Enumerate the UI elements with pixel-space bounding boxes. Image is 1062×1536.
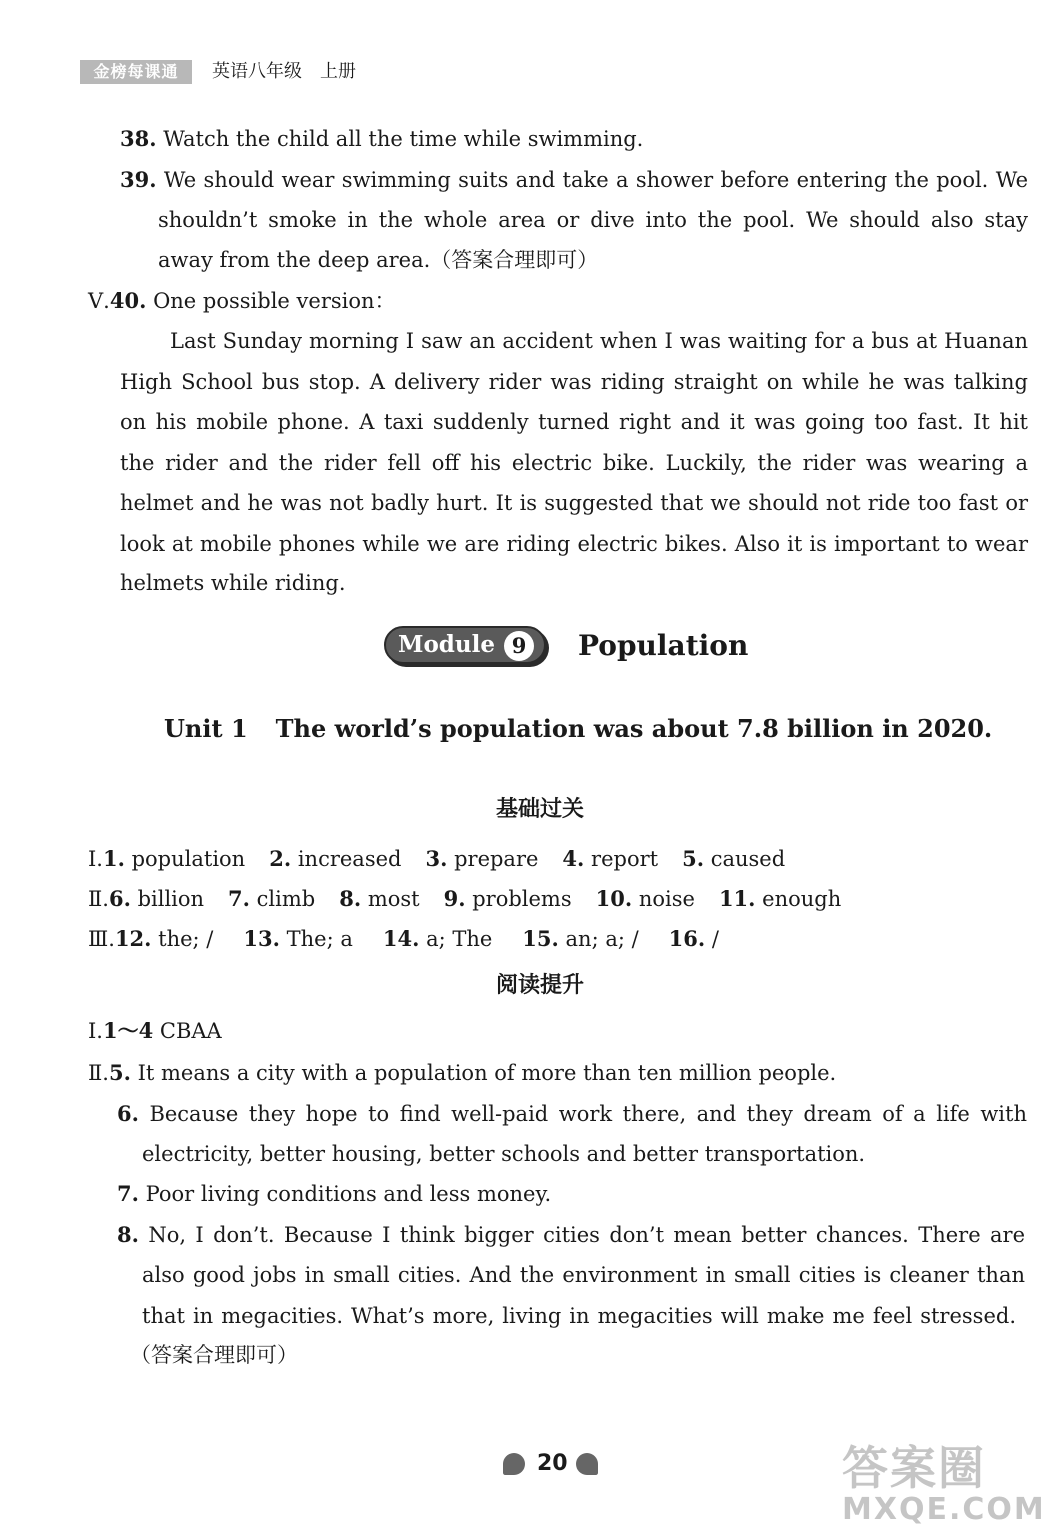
answer-8-line2: also good jobs in small cities. And the environment in small cities is cleaner than: [142, 1263, 1025, 1287]
section-heading: 阅读提升: [496, 973, 585, 998]
answer-row-2: [88, 884, 841, 914]
question-number: 13.: [243, 926, 280, 951]
answer-text: population: [124, 847, 246, 871]
question-number: 9.: [443, 886, 466, 911]
answer-text: billion: [130, 887, 205, 911]
section-heading: 基础过关: [496, 797, 585, 822]
answer-text: /: [705, 927, 719, 951]
essay-line: Last Sunday morning I saw an accident when I was waiting for a bus at Huanan: [170, 329, 1028, 353]
answer-text: Because they hope to find well-paid work there, and they dream of a life with: [138, 1102, 1027, 1126]
page-number: 20: [537, 1451, 568, 1476]
question-number: 38.: [120, 126, 157, 151]
answer-39-line2: shouldn’t smoke in the whole area or dive into the pool. We should also stay: [158, 208, 1028, 232]
unit-title: [164, 712, 992, 746]
watermark-text: 答案圈: [842, 1441, 986, 1495]
question-number: 5.: [108, 1060, 131, 1085]
watermark-url: MXQE.COM: [842, 1492, 1046, 1527]
answer-text: We should wear swimming suits and take a shower before entering the pool. We: [156, 168, 1028, 192]
answer-text: most: [361, 887, 420, 911]
answer-text: One possible version：: [146, 289, 396, 313]
answer-8-line1: [117, 1220, 1025, 1250]
roman-numeral: Ⅴ.: [88, 289, 110, 313]
series-logo: 金榜每课通: [80, 60, 192, 84]
answer-text: an; a; /: [558, 927, 639, 951]
unit-heading: The world’s population was about 7.8 billion in 2020.: [275, 714, 993, 743]
question-number: 7.: [117, 1181, 139, 1206]
answer-text: report: [584, 847, 659, 871]
answer-text: a; The: [419, 927, 493, 951]
answer-text: Watch the child all the time while swimming.: [156, 127, 644, 151]
answer-text: CBAA: [153, 1019, 222, 1043]
essay-line: look at mobile phones while we are riding electric bikes. Also it is important to wear: [120, 532, 1028, 556]
answer-text: enough: [755, 887, 842, 911]
question-number: 5.: [682, 846, 705, 871]
watermark: [842, 1442, 1052, 1532]
answer-7: [117, 1179, 551, 1209]
question-number: 12.: [114, 926, 152, 951]
unit-label: Unit 1: [164, 714, 248, 743]
answer-8-line3: that in megacities. What’s more, living in megacities will make me feel stressed.: [142, 1304, 1016, 1328]
question-number: 7.: [228, 886, 250, 911]
module-title: Population: [578, 629, 749, 662]
answer-39-line3: away from the deep area.（答案合理即可）: [158, 248, 599, 272]
answer-text: Poor living conditions and less money.: [138, 1182, 552, 1206]
question-number: 10.: [595, 886, 633, 911]
essay-line: on his mobile phone. A taxi suddenly turned right and it was going too fast. It hit: [120, 410, 1028, 434]
question-number: 14.: [382, 926, 420, 951]
answer-row-1: [88, 844, 785, 874]
question-number: 40.: [109, 288, 147, 313]
book-title: 英语八年级 上册: [212, 61, 356, 82]
roman-numeral: Ⅱ.: [88, 1061, 109, 1085]
leaf-icon: [576, 1453, 598, 1475]
question-number: 39.: [120, 167, 157, 192]
question-number: 6.: [117, 1101, 139, 1126]
essay-line: High School bus stop. A delivery rider was riding straight on while he was talking: [120, 370, 1028, 394]
answer-6-line1: [117, 1099, 1027, 1129]
question-number: 8.: [117, 1222, 139, 1247]
question-number: 4.: [562, 846, 585, 871]
answer-text: noise: [632, 887, 695, 911]
roman-numeral: Ⅲ.: [88, 927, 115, 951]
answer-text: caused: [704, 847, 786, 871]
module-label: Module: [398, 631, 495, 658]
answer-text: It means a city with a population of more than ten million people.: [130, 1061, 837, 1085]
answer-5: [88, 1058, 836, 1088]
answer-text: The; a: [279, 927, 353, 951]
answer-6-line2: electricity, better housing, better schools and better transportation.: [142, 1142, 866, 1166]
leaf-icon: [503, 1453, 525, 1475]
answer-text: climb: [249, 887, 316, 911]
question-number: 1.: [102, 846, 125, 871]
essay-line: helmets while riding.: [120, 571, 346, 595]
question-number: 1～4: [102, 1018, 154, 1043]
answer-1-4: [88, 1016, 222, 1046]
answer-text: the; /: [151, 927, 214, 951]
answer-8-line4: （答案合理即可）: [130, 1343, 298, 1367]
answer-39-line1: [120, 165, 1028, 195]
answer-38: [120, 124, 643, 154]
essay-line: helmet and he was not badly hurt. It is suggested that we should not ride too fast or: [120, 491, 1028, 515]
answer-row-3: [88, 924, 719, 954]
roman-numeral: Ⅰ.: [88, 1019, 103, 1043]
question-number: 16.: [668, 926, 706, 951]
roman-numeral: Ⅰ.: [88, 847, 103, 871]
answer-40: [88, 286, 396, 316]
module-badge: [384, 626, 546, 664]
question-number: 3.: [425, 846, 448, 871]
question-number: 8.: [339, 886, 362, 911]
answer-text: No, I don’t. Because I think bigger cities don’t mean better chances. There are: [138, 1223, 1025, 1247]
roman-numeral: Ⅱ.: [88, 887, 109, 911]
answer-text: increased: [291, 847, 402, 871]
question-number: 2.: [269, 846, 292, 871]
answer-text: problems: [465, 887, 572, 911]
question-number: 6.: [108, 886, 131, 911]
essay-line: the rider and the rider fell off his electric bike. Luckily, the rider was wearing a: [120, 451, 1028, 475]
question-number: 15.: [522, 926, 559, 951]
question-number: 11.: [718, 886, 756, 911]
answer-text: prepare: [447, 847, 539, 871]
module-number: 9: [504, 631, 534, 661]
